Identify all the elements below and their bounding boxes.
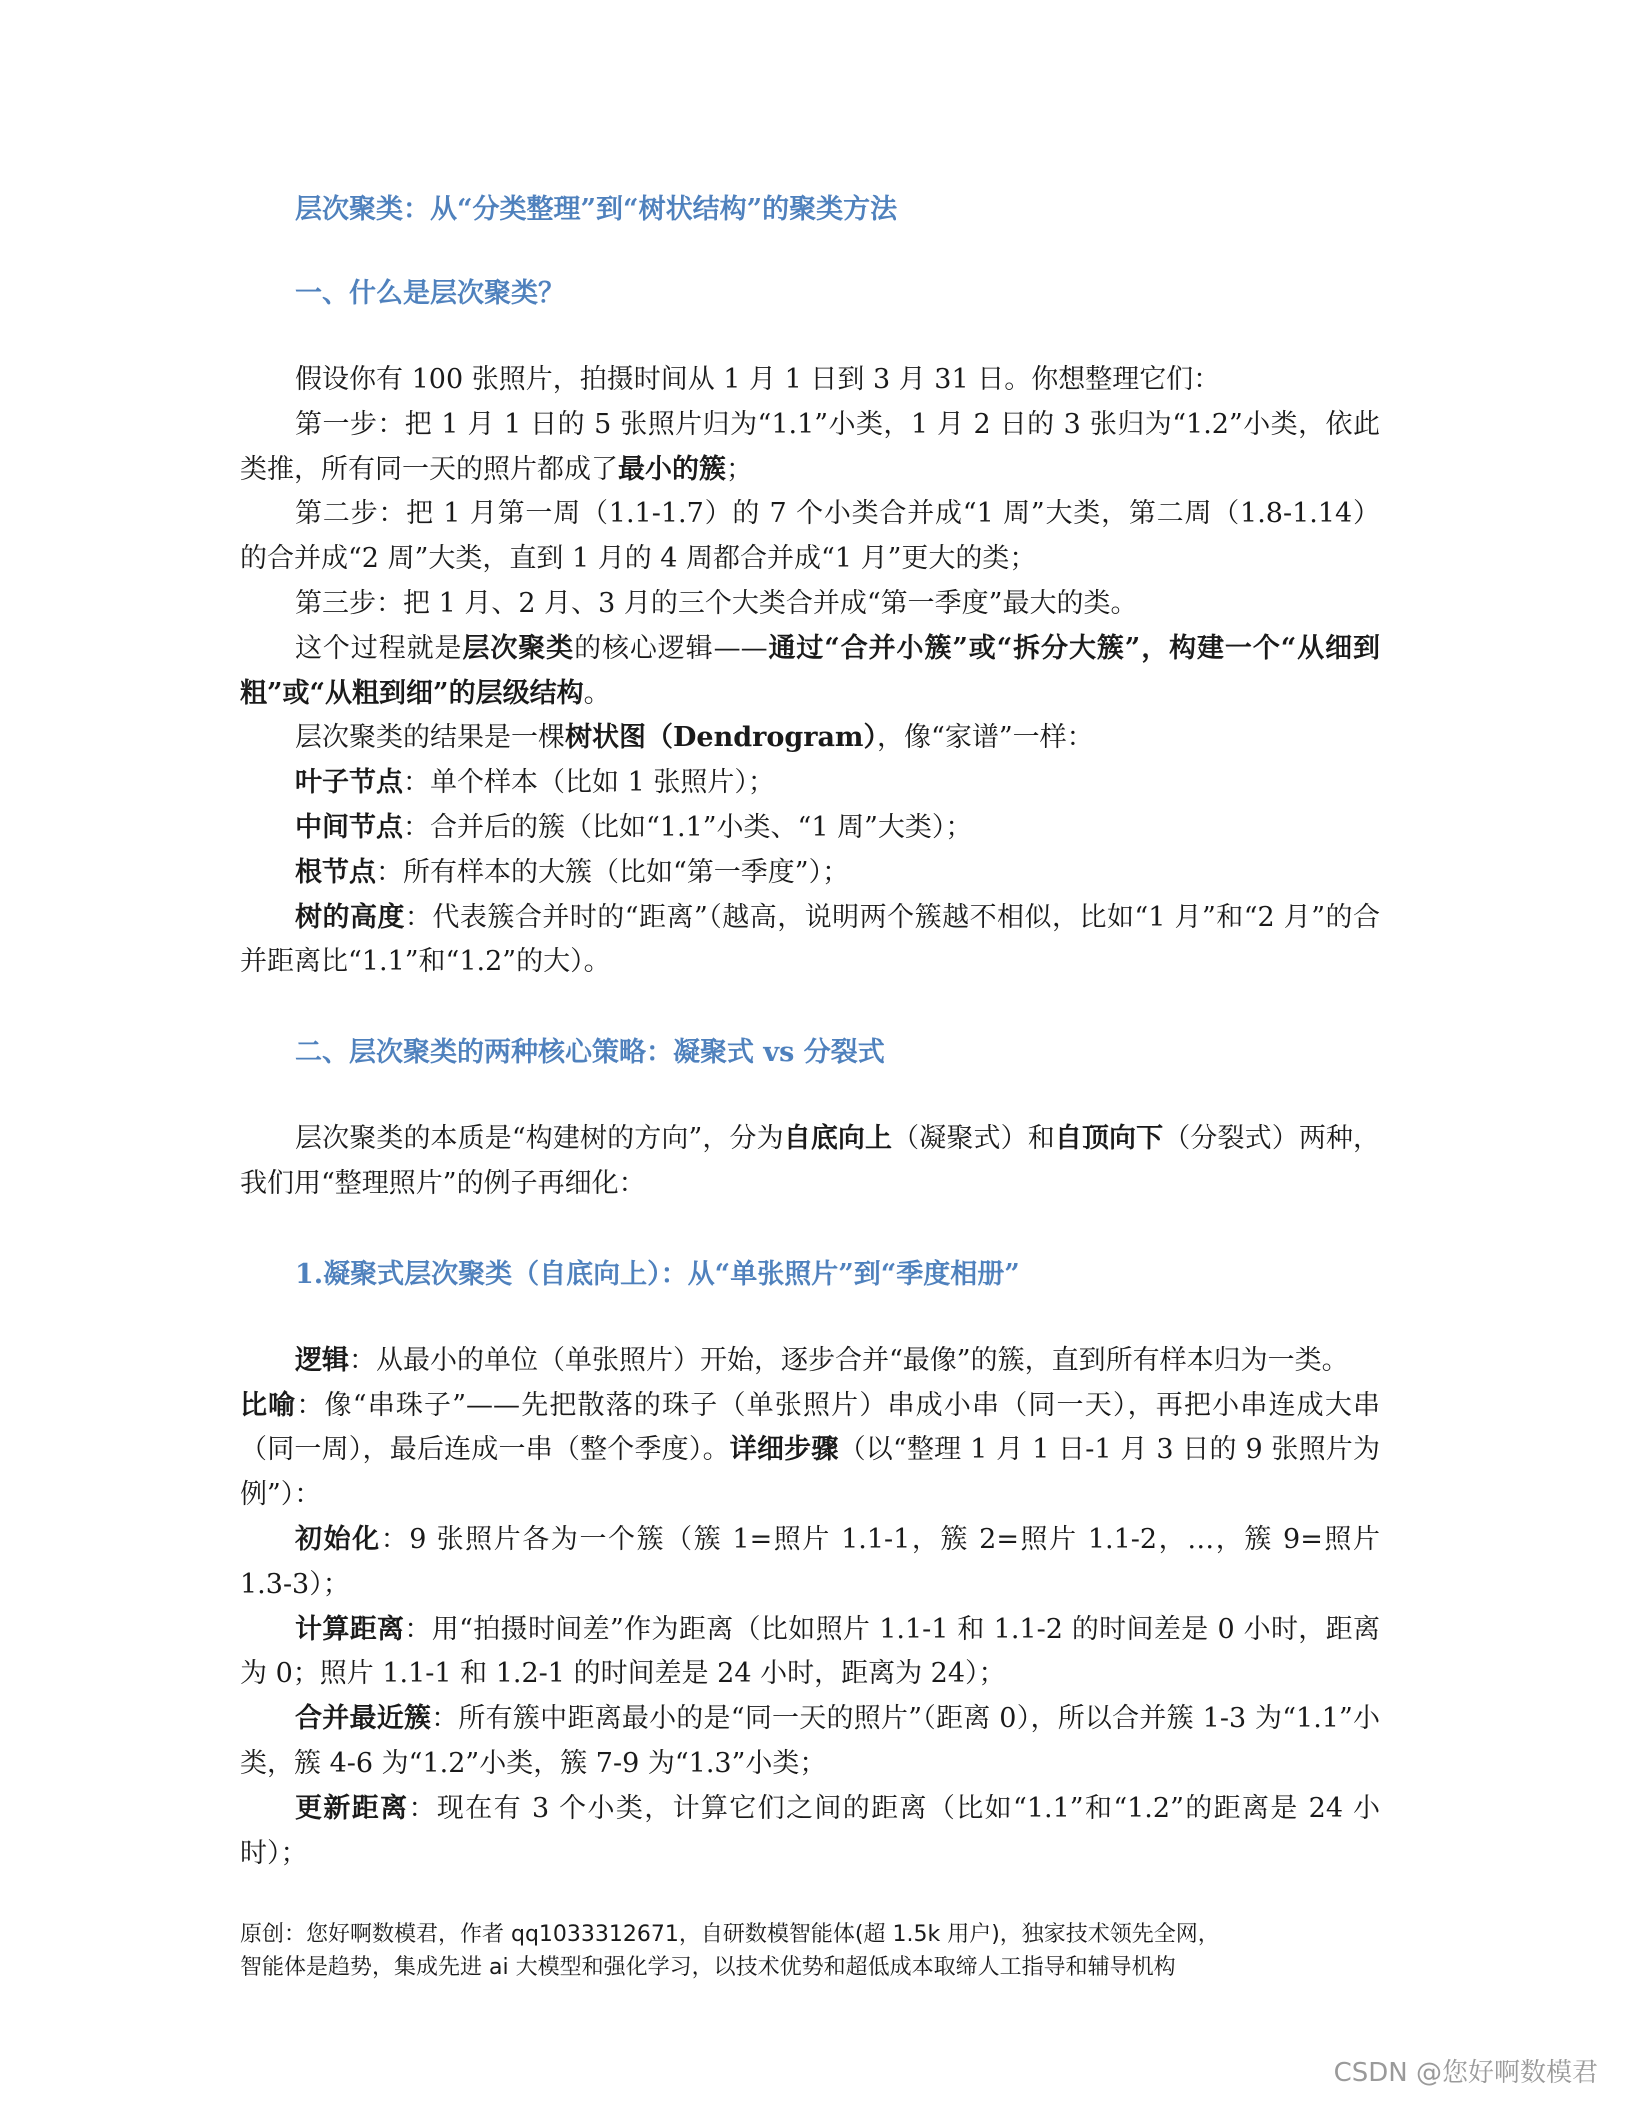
footer-line-1: 原创：您好啊数模君，作者 qq1033312671，自研数模智能体(超 1.5k 用户)，独家技术领先全网， <box>240 1922 1220 1947</box>
dendrogram-paragraph: 层次聚类的结果是一棵树状图（Dendrogram），像“家谱”一样： <box>295 722 1094 754</box>
document-body <box>240 190 1380 1876</box>
footer-note <box>240 1918 1380 1984</box>
step2-paragraph: 第二步：把 1 月第一周（1.1-1.7）的 7 个小类合并成“1 周”大类，第二周（1.8-1.14）的合并成“2 周”大类，直到 1 月的 4 周都合并成“1 月”更大的类； <box>240 498 1380 575</box>
bold-term: 最小的簇 <box>618 453 726 485</box>
document-title: 层次聚类：从“分类整理”到“树状结构”的聚类方法 <box>295 194 898 225</box>
metaphor-paragraph: 比喻：像“串珠子”——先把散落的珠子（单张照片）串成小串（同一天），再把小串连成大串（同一周），最后连成一串（整个季度）。详细步骤（以“整理 1 月 1 日-1 月 3 日的 9 张照片为例”）： <box>240 1389 1381 1511</box>
logic-paragraph: 逻辑：从最小的单位（单张照片）开始，逐步合并“最像”的簇，直到所有样本归为一类。 <box>295 1344 1349 1376</box>
mid-node-item: 中间节点：合并后的簇（比如“1.1”小类、“1 周”大类）； <box>295 811 973 843</box>
tree-height-item: 树的高度：代表簇合并时的“距离”（越高，说明两个簇越不相似，比如“1 月”和“2 月”的合并距离比“1.1”和“1.2”的大）。 <box>240 901 1381 978</box>
intro-paragraph: 假设你有 100 张照片，拍摄时间从 1 月 1 日到 3 月 31 日。你想整理它们： <box>295 364 1221 395</box>
update-step-item: 更新距离：现在有 3 个小类，计算它们之间的距离（比如“1.1”和“1.2”的距离是 24 小时）； <box>240 1792 1380 1869</box>
csdn-watermark: CSDN @您好啊数模君 <box>1333 2058 1598 2088</box>
section-heading-1: 一、什么是层次聚类？ <box>295 278 565 309</box>
init-step-item: 初始化：9 张照片各为一个簇（簇 1=照片 1.1-1，簇 2=照片 1.1-2，…，簇 9=照片 1.3-3）； <box>240 1523 1380 1600</box>
leaf-node-item: 叶子节点：单个样本（比如 1 张照片）； <box>295 767 775 799</box>
root-node-item: 根节点：所有样本的大簇（比如“第一季度”）； <box>295 856 850 888</box>
core-logic-paragraph: 这个过程就是层次聚类的核心逻辑——通过“合并小簇”或“拆分大簇”，构建一个“从细到粗”或“从粗到细”的层级结构。 <box>240 632 1380 709</box>
distance-step-item: 计算距离：用“拍摄时间差”作为距离（比如照片 1.1-1 和 1.1-2 的时间差是 0 小时，距离为 0；照片 1.1-1 和 1.2-1 的时间差是 24 小时，距离为 24）； <box>240 1613 1381 1690</box>
strategies-paragraph: 层次聚类的本质是“构建树的方向”，分为自底向上（凝聚式）和自顶向下（分裂式）两种，我们用“整理照片”的例子再细化： <box>240 1123 1381 1199</box>
subsection-heading-1: 1.凝聚式层次聚类（自底向上）：从“单张照片”到“季度相册” <box>295 1258 1020 1290</box>
section-heading-2: 二、层次聚类的两种核心策略：凝聚式 vs 分裂式 <box>295 1037 885 1069</box>
merge-step-item: 合并最近簇：所有簇中距离最小的是“同一天的照片”（距离 0），所以合并簇 1-3 为“1.1”小类，簇 4-6 为“1.2”小类，簇 7-9 为“1.3”小类； <box>240 1703 1381 1779</box>
step3-paragraph: 第三步：把 1 月、2 月、3 月的三个大类合并成“第一季度”最大的类。 <box>295 587 1138 619</box>
footer-line-2: 智能体是趋势，集成先进 ai 大模型和强化学习，以技术优势和超低成本取缔人工指导和辅导机构 <box>240 1955 1176 1980</box>
step1-paragraph: 第一步：把 1 月 1 日的 5 张照片归为“1.1”小类，1 月 2 日的 3 张归为“1.2”小类，依此类推，所有同一天的照片都成了最小的簇； <box>240 408 1380 485</box>
